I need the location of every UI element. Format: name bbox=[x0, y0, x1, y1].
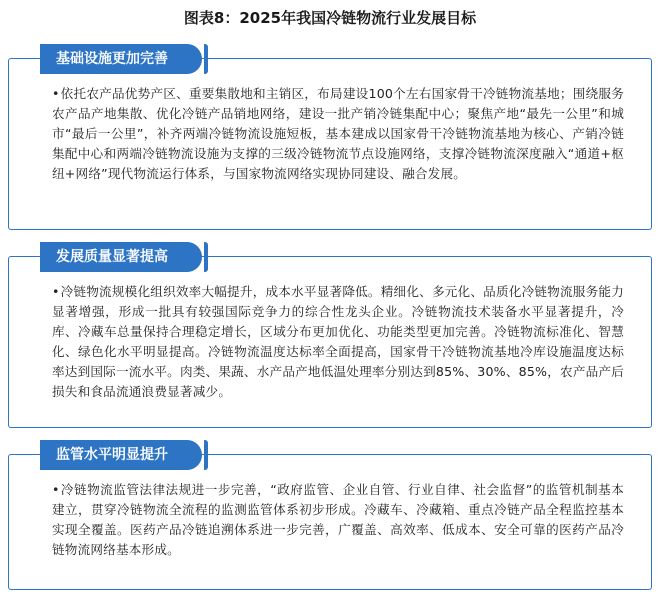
section-body bbox=[52, 282, 624, 402]
section-heading: 监管水平明显提升 bbox=[40, 440, 202, 470]
section-infrastructure bbox=[8, 44, 652, 230]
section-text: 冷链物流监管法律法规进一步完善，“政府监管、企业自管、行业自律、社会监督”的监管机制基本建立，贯穿冷链物流全流程的监测监管体系初步形成。冷藏车、冷藏箱、重点冷链产品全程监控基本实现全覆盖。医药产品冷链追溯体系进一步完善，广覆盖、高效率、低成本、安全可靠的医药产品冷链物流网络基本形成。 bbox=[52, 482, 624, 557]
section-text: 冷链物流规模化组织效率大幅提升，成本水平显著降低。精细化、多元化、品质化冷链物流服务能力显著增强，形成一批具有较强国际竞争力的综合性龙头企业。冷链物流技术装备水平显著提升，冷库、冷藏车总量保持合理稳定增长，区域分布更加优化、功能类型更加完善。冷链物流标准化、智慧化、绿色化水平明显提高。冷链物流温度达标率全面提高，国家骨干冷链物流基地冷库设施温度达标率达到国际一流水平。肉类、果蔬、水产品产地低温处理率分别达到85%、30%、85%，农产品产后损失和食品流通浪费显著减少。 bbox=[52, 284, 624, 399]
section-text: 依托农产品优势产区、重要集散地和主销区，布局建设100个左右国家骨干冷链物流基地；围绕服务农产品产地集散、优化冷链产品销地网络，建设一批产销冷链集配中心；聚焦产地“最先一公里”和城市“最后一公里”，补齐两端冷链物流设施短板，基本建成以国家骨干冷链物流基地为核心、产销冷链集配中心和两端冷链物流设施为支撑的三级冷链物流节点设施网络，支撑冷链物流深度融入“通道+枢纽+网络”现代物流运行体系，与国家物流网络实现协同建设、融合发展。 bbox=[52, 86, 624, 181]
section-heading: 发展质量显著提高 bbox=[40, 242, 202, 272]
bullet-icon: • bbox=[52, 86, 60, 101]
bullet-icon: • bbox=[52, 284, 60, 299]
section-quality bbox=[8, 242, 652, 428]
bullet-icon: • bbox=[52, 482, 60, 497]
section-supervision bbox=[8, 440, 652, 590]
section-heading: 基础设施更加完善 bbox=[40, 44, 202, 74]
section-body bbox=[52, 84, 624, 184]
figure-title: 图表8：2025年我国冷链物流行业发展目标 bbox=[183, 9, 477, 27]
section-body bbox=[52, 480, 624, 560]
